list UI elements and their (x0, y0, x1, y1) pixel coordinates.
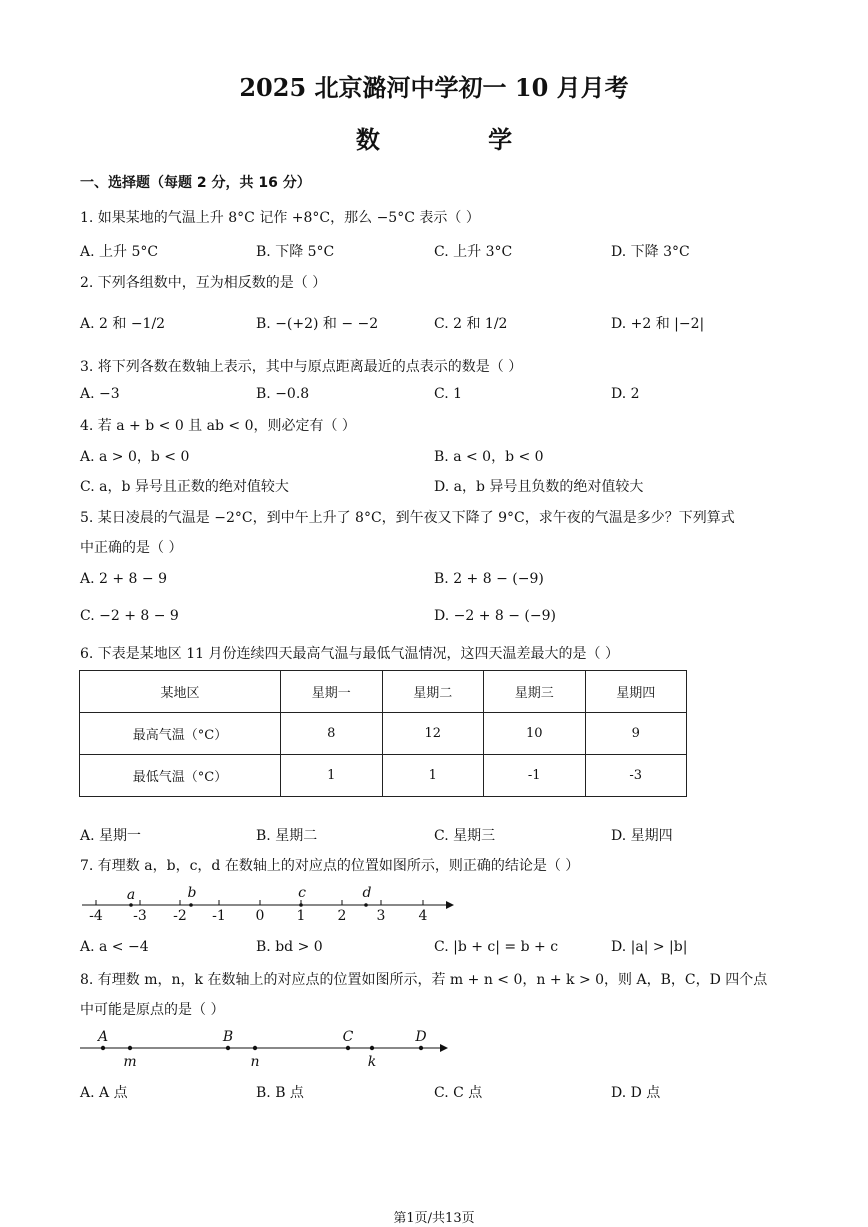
table-cell: 8 (281, 713, 383, 755)
table-cell: 最低气温（°C） (80, 755, 281, 797)
tick-label: -3 (133, 908, 147, 924)
tick-label: -1 (212, 908, 226, 924)
point-label: b (187, 885, 197, 901)
q8-option-b: B. B 点 (256, 1085, 304, 1101)
q6-option-a: A. 星期一 (80, 828, 142, 844)
axis-arrow (446, 901, 454, 909)
axis-arrow (440, 1044, 448, 1052)
q2-option-c: C. 2 和 1/2 (434, 316, 508, 332)
q8-option-a: A. A 点 (80, 1085, 128, 1101)
point-n (253, 1046, 257, 1050)
point-b (189, 903, 193, 907)
q8-option-c: C. C 点 (434, 1085, 483, 1101)
table-cell: 1 (281, 755, 383, 797)
q3-option-d: D. 2 (611, 386, 640, 402)
point-k (370, 1046, 374, 1050)
q1-option-b: B. 下降 5°C (256, 244, 335, 260)
point-label: c (298, 885, 306, 901)
q1-option-a: A. 上升 5°C (80, 244, 159, 260)
table-cell: 最高气温（°C） (80, 713, 281, 755)
q5-option-c: C. −2 + 8 − 9 (80, 608, 179, 624)
tick-label: -2 (173, 908, 187, 924)
q1-option-d: D. 下降 3°C (611, 244, 690, 260)
point-C (346, 1046, 350, 1050)
question-4-stem: 4. 若 a + b < 0 且 ab < 0，则必定有（ ） (80, 418, 356, 434)
q1-option-c: C. 上升 3°C (434, 244, 513, 260)
point-B (226, 1046, 230, 1050)
question-7-stem: 7. 有理数 a，b，c，d 在数轴上的对应点的位置如图所示，则正确的结论是（ ） (80, 858, 580, 874)
point-label: m (123, 1054, 137, 1070)
q3-option-c: C. 1 (434, 386, 463, 402)
q7-option-a: A. a < −4 (80, 939, 149, 955)
q5-option-d: D. −2 + 8 − (−9) (434, 608, 556, 624)
q2-option-d: D. +2 和 |−2| (611, 316, 705, 332)
tick-label: 4 (418, 908, 428, 924)
table-row (80, 713, 687, 755)
question-3-stem: 3. 将下列各数在数轴上表示，其中与原点距离最近的点表示的数是（ ） (80, 359, 523, 375)
point-label: n (250, 1054, 260, 1070)
table-header-cell: 星期二 (382, 671, 484, 713)
question-2-stem: 2. 下列各组数中，互为相反数的是（ ） (80, 275, 327, 291)
question-5-stem-cont: 中正确的是（ ） (80, 540, 183, 556)
number-line-q7 (78, 880, 458, 930)
point-A (101, 1046, 105, 1050)
q6-option-d: D. 星期四 (611, 828, 673, 844)
q6-option-b: B. 星期二 (256, 828, 318, 844)
q7-option-c: C. |b + c| = b + c (434, 939, 559, 955)
q3-option-a: A. −3 (80, 386, 120, 402)
subject-title: 数 学 (355, 125, 563, 154)
page-title: 2025 北京潞河中学初一 10 月月考 (239, 73, 629, 102)
point-a (129, 903, 133, 907)
table-header-row (80, 671, 687, 713)
question-6-stem: 6. 下表是某地区 11 月份连续四天最高气温与最低气温情况，这四天温差最大的是（ ） (80, 646, 619, 662)
point-label: C (342, 1029, 354, 1045)
point-label: D (415, 1029, 427, 1045)
table-header-cell: 某地区 (80, 671, 281, 713)
q2-option-b: B. −(+2) 和 − −2 (256, 316, 379, 332)
question-8-stem: 8. 有理数 m，n，k 在数轴上的对应点的位置如图所示，若 m + n < 0，n + k > 0，则 A，B，C，D 四个点 (80, 972, 768, 988)
tick-label: 2 (337, 908, 347, 924)
table-cell: 10 (484, 713, 586, 755)
table-header-cell: 星期三 (484, 671, 586, 713)
table-cell: -1 (484, 755, 586, 797)
table-row (80, 755, 687, 797)
point-label: d (362, 885, 372, 901)
page-footer: 第1页/共13页 (393, 1211, 475, 1226)
point-m (128, 1046, 132, 1050)
q3-option-b: B. −0.8 (256, 386, 310, 402)
tick-label: 1 (296, 908, 306, 924)
table-header-cell: 星期一 (281, 671, 383, 713)
q7-option-b: B. bd > 0 (256, 939, 323, 955)
point-label: B (222, 1029, 234, 1045)
number-line-q8 (78, 1024, 453, 1074)
point-label: a (126, 887, 136, 903)
section-heading: 一、选择题（每题 2 分，共 16 分） (80, 175, 311, 191)
q5-option-a: A. 2 + 8 − 9 (80, 571, 167, 587)
question-8-stem-cont: 中可能是原点的是（ ） (80, 1002, 225, 1018)
table-cell: -3 (585, 755, 687, 797)
q2-option-a: A. 2 和 −1/2 (80, 316, 166, 332)
table-cell: 1 (382, 755, 484, 797)
q4-option-c: C. a，b 异号且正数的绝对值较大 (80, 479, 289, 495)
point-label: k (367, 1054, 377, 1070)
point-D (419, 1046, 423, 1050)
point-label: A (97, 1029, 109, 1045)
temperature-table (79, 670, 687, 797)
tick-label: 0 (255, 908, 265, 924)
question-5-stem: 5. 某日凌晨的气温是 −2°C，到中午上升了 8°C，到午夜又下降了 9°C，求午夜的气温是多少？下列算式 (80, 510, 735, 526)
q5-option-b: B. 2 + 8 − (−9) (434, 571, 544, 587)
q4-option-a: A. a > 0，b < 0 (80, 449, 190, 465)
table-header-cell: 星期四 (585, 671, 687, 713)
q7-option-d: D. |a| > |b| (611, 939, 688, 955)
tick-label: 3 (376, 908, 386, 924)
table-cell: 12 (382, 713, 484, 755)
tick-label: -4 (89, 908, 103, 924)
q4-option-d: D. a，b 异号且负数的绝对值较大 (434, 479, 644, 495)
point-c (299, 903, 303, 907)
q4-option-b: B. a < 0，b < 0 (434, 449, 544, 465)
point-d (364, 903, 368, 907)
table-cell: 9 (585, 713, 687, 755)
q6-option-c: C. 星期三 (434, 828, 496, 844)
q8-option-d: D. D 点 (611, 1085, 661, 1101)
question-1-stem: 1. 如果某地的气温上升 8°C 记作 +8°C，那么 −5°C 表示（ ） (80, 210, 480, 226)
